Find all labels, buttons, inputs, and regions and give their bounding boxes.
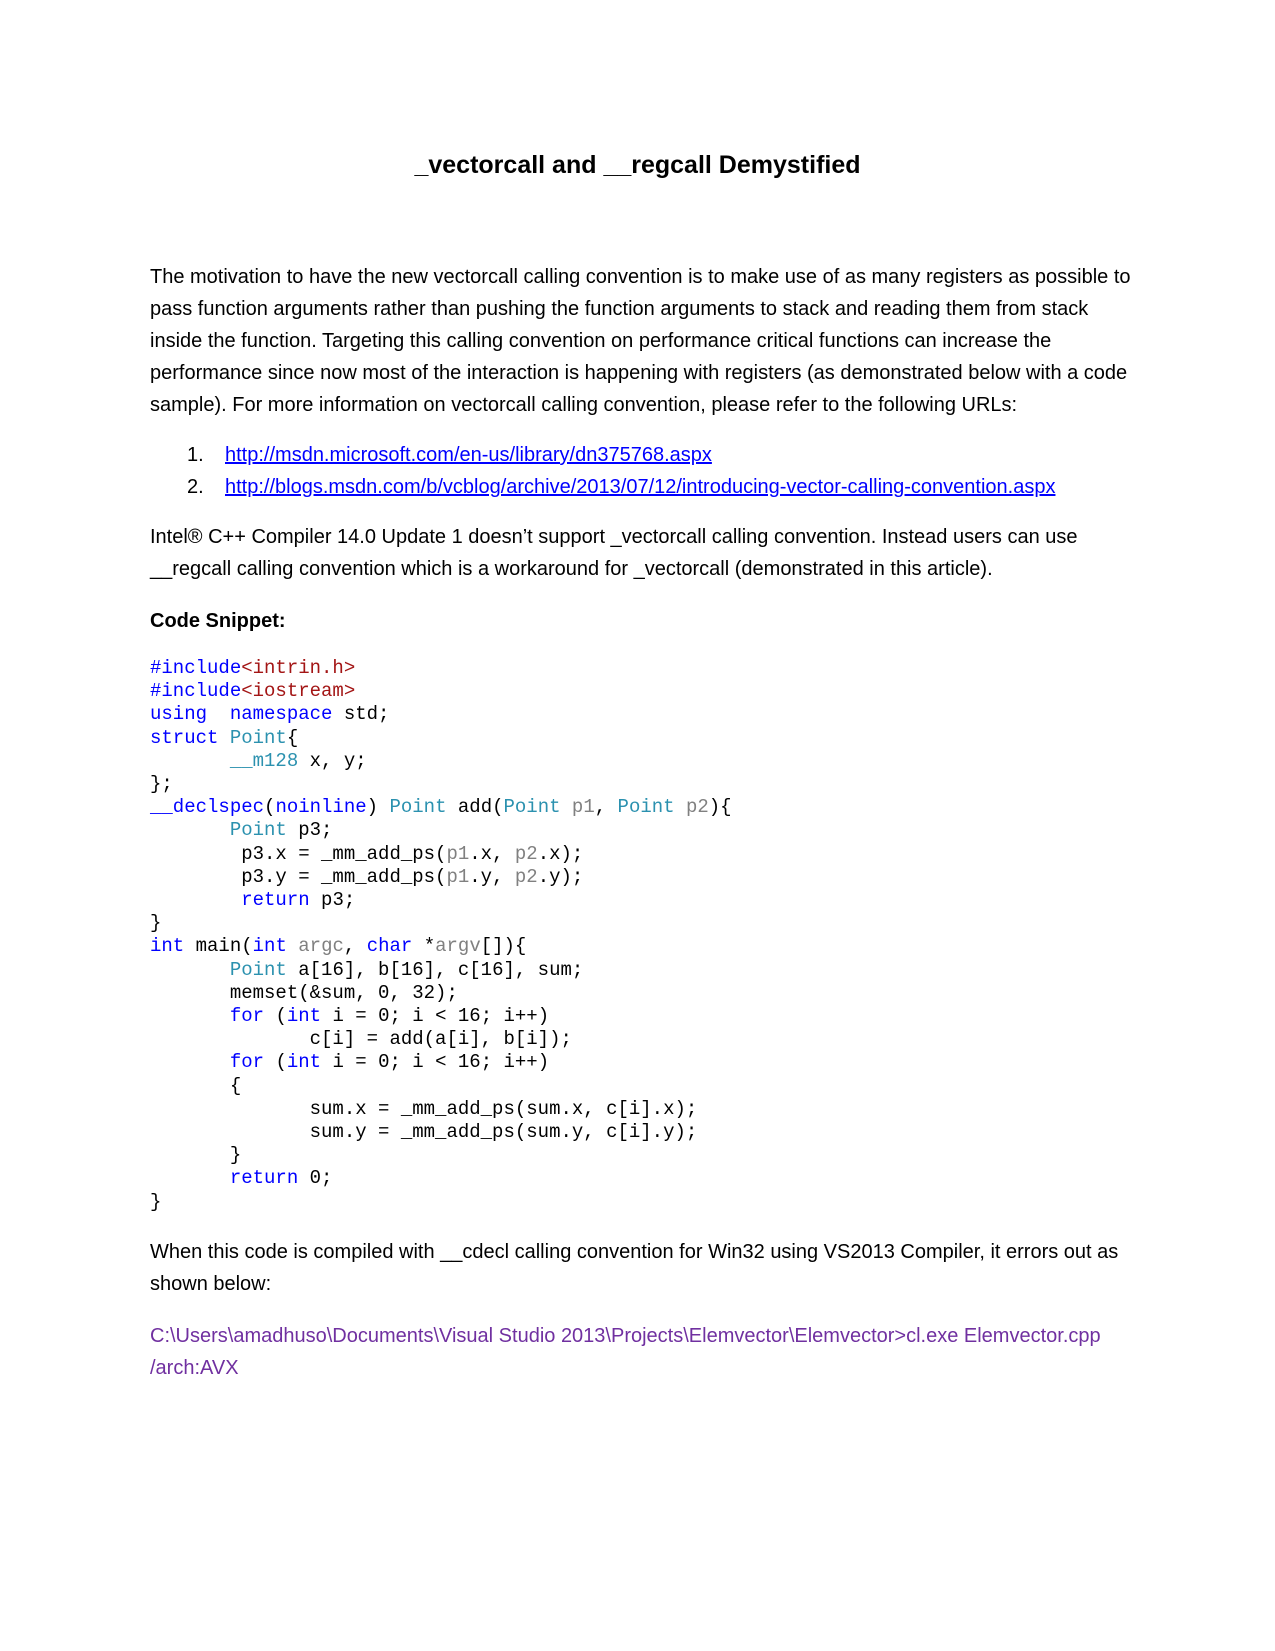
code-token bbox=[150, 1005, 230, 1027]
code-token: <iostream> bbox=[241, 680, 356, 703]
code-token: main( bbox=[184, 935, 253, 958]
code-token: * bbox=[412, 935, 436, 958]
code-token: #include bbox=[150, 680, 242, 703]
code-token: []){ bbox=[480, 935, 527, 958]
code-token: p3.y = _mm_add_ps( bbox=[150, 865, 447, 888]
code-token: noinline bbox=[275, 796, 367, 819]
code-token: Point bbox=[229, 726, 287, 749]
code-token: p2 bbox=[514, 865, 538, 888]
code-snippet-heading: Code Snippet: bbox=[150, 610, 286, 632]
code-line bbox=[150, 657, 1135, 680]
code-token: { bbox=[150, 1074, 242, 1097]
code-line bbox=[150, 912, 1135, 935]
code-token: } bbox=[150, 1144, 242, 1167]
code-line bbox=[150, 1005, 1135, 1028]
code-line bbox=[150, 727, 1135, 750]
code-token: __m128 bbox=[229, 749, 299, 772]
code-token: Point bbox=[617, 796, 675, 819]
code-token: sum.y = _mm_add_ps(sum.y, c[i].y); bbox=[150, 1121, 698, 1144]
code-token: i = 0; i < 16; i++) bbox=[321, 1005, 550, 1028]
code-token bbox=[150, 819, 230, 841]
code-line bbox=[150, 1121, 1135, 1144]
code-token bbox=[287, 935, 298, 957]
code-token: a[16], b[16], c[16], sum; bbox=[286, 958, 584, 981]
code-token: <intrin.h> bbox=[241, 657, 356, 679]
code-token: .x); bbox=[537, 842, 584, 865]
code-token: } bbox=[150, 912, 162, 935]
compile-command: C:\Users\amadhuso\Documents\Visual Studio 2013\Projects\Elemvector\Elemvector>cl.exe Elemvector.cpp /arch:AVX bbox=[150, 1324, 1101, 1379]
code-token: p2 bbox=[685, 796, 709, 819]
code-token: for bbox=[229, 1005, 265, 1028]
code-token: ){ bbox=[708, 796, 732, 819]
code-line bbox=[150, 866, 1135, 889]
code-line bbox=[150, 1075, 1135, 1098]
code-token: p3; bbox=[286, 819, 333, 842]
code-token bbox=[150, 959, 230, 981]
code-line bbox=[150, 1167, 1135, 1190]
code-token: namespace bbox=[229, 703, 333, 726]
url-list-item bbox=[150, 439, 1135, 471]
code-token: { bbox=[286, 726, 299, 749]
code-token: struct bbox=[150, 726, 219, 749]
code-token: p3.x = _mm_add_ps( bbox=[150, 842, 447, 865]
msdn-library-link[interactable]: http://msdn.microsoft.com/en-us/library/dn375768.aspx bbox=[225, 444, 712, 466]
code-token bbox=[218, 727, 229, 749]
code-token: i = 0; i < 16; i++) bbox=[321, 1051, 550, 1074]
code-line bbox=[150, 959, 1135, 982]
code-token: , bbox=[343, 935, 367, 958]
code-token: sum.x = _mm_add_ps(sum.x, c[i].x); bbox=[150, 1097, 698, 1120]
code-line bbox=[150, 982, 1135, 1005]
compile-note-paragraph: When this code is compiled with __cdecl calling convention for Win32 using VS2013 Compiler, it errors out as shown below: bbox=[150, 1240, 1119, 1295]
code-line bbox=[150, 796, 1135, 819]
code-line bbox=[150, 889, 1135, 912]
page-title: _vectorcall and __regcall Demystified bbox=[414, 151, 861, 179]
code-token: p1 bbox=[571, 796, 595, 819]
code-token bbox=[207, 703, 230, 725]
vcblog-link[interactable]: http://blogs.msdn.com/b/vcblog/archive/2013/07/12/introducing-vector-calling-convention.aspx bbox=[225, 476, 1056, 498]
code-line bbox=[150, 1191, 1135, 1214]
code-token: return bbox=[241, 889, 310, 912]
code-line bbox=[150, 1028, 1135, 1051]
code-token: 0; bbox=[298, 1167, 333, 1190]
article-body bbox=[150, 261, 1135, 1384]
code-token: .y, bbox=[469, 865, 515, 888]
code-line bbox=[150, 819, 1135, 842]
code-token: }; bbox=[150, 773, 173, 796]
code-token: memset(&sum, 0, 32); bbox=[150, 981, 458, 1004]
code-token bbox=[150, 750, 230, 772]
code-token bbox=[561, 796, 572, 818]
code-token: using bbox=[150, 703, 208, 726]
code-token: __declspec bbox=[150, 796, 265, 819]
support-note-paragraph: Intel® C++ Compiler 14.0 Update 1 doesn’t support _vectorcall calling convention. Instead users can use __regcall calling convention which is a workaround for _vectorcall (demonstrated in this article). bbox=[150, 526, 1078, 580]
list-number: 1. bbox=[187, 444, 204, 466]
code-token: Point bbox=[503, 796, 561, 819]
code-token bbox=[675, 796, 686, 818]
code-token: argc bbox=[298, 935, 344, 958]
code-line bbox=[150, 1051, 1135, 1074]
code-token: int bbox=[286, 1051, 322, 1074]
code-token bbox=[150, 1051, 230, 1073]
code-token: int bbox=[252, 935, 287, 958]
code-line bbox=[150, 773, 1135, 796]
code-token: Point bbox=[229, 819, 287, 842]
intro-paragraph: The motivation to have the new vectorcall calling convention is to make use of as many registers as possible to pass function arguments rather than pushing the function arguments to stack and reading them from stack inside the function. Targeting this calling convention on performance critical functions can increase the performance since now most of the interaction is happening with registers (as demonstrated below with a code sample). For more information on vectorcall calling convention, please refer to the following URLs: bbox=[150, 266, 1131, 416]
code-token: char bbox=[366, 935, 413, 958]
code-token: c[i] = add(a[i], b[i]); bbox=[150, 1028, 572, 1051]
code-token: p1 bbox=[446, 842, 470, 865]
code-snippet bbox=[150, 657, 1135, 1214]
code-token: ) bbox=[366, 796, 390, 819]
code-token: argv bbox=[435, 935, 481, 958]
url-list bbox=[150, 439, 1135, 503]
code-token bbox=[150, 889, 241, 911]
code-line bbox=[150, 935, 1135, 958]
code-line bbox=[150, 703, 1135, 726]
code-line bbox=[150, 1144, 1135, 1167]
url-list-item bbox=[150, 471, 1135, 503]
code-line bbox=[150, 1098, 1135, 1121]
code-token: p3; bbox=[309, 889, 356, 912]
code-token: ( bbox=[264, 796, 276, 819]
code-token: int bbox=[150, 935, 185, 958]
code-token: x, y; bbox=[298, 749, 367, 772]
code-token: .x, bbox=[469, 842, 515, 865]
code-token: } bbox=[150, 1190, 162, 1213]
code-token: return bbox=[229, 1167, 299, 1190]
code-token: Point bbox=[229, 958, 287, 981]
code-token: p2 bbox=[514, 842, 538, 865]
code-token: for bbox=[229, 1051, 265, 1074]
code-line bbox=[150, 843, 1135, 866]
code-token: int bbox=[286, 1005, 322, 1028]
code-token: std; bbox=[332, 703, 390, 726]
code-line bbox=[150, 680, 1135, 703]
code-token: ( bbox=[264, 1051, 287, 1074]
code-token: ( bbox=[264, 1005, 287, 1028]
code-line bbox=[150, 750, 1135, 773]
code-token: .y); bbox=[537, 865, 584, 888]
code-token: Point bbox=[389, 796, 447, 819]
code-token bbox=[150, 1167, 230, 1189]
list-number: 2. bbox=[187, 476, 204, 498]
code-token: p1 bbox=[446, 865, 470, 888]
code-token: #include bbox=[150, 657, 242, 679]
code-token: add( bbox=[446, 796, 504, 819]
code-token: , bbox=[594, 796, 618, 819]
